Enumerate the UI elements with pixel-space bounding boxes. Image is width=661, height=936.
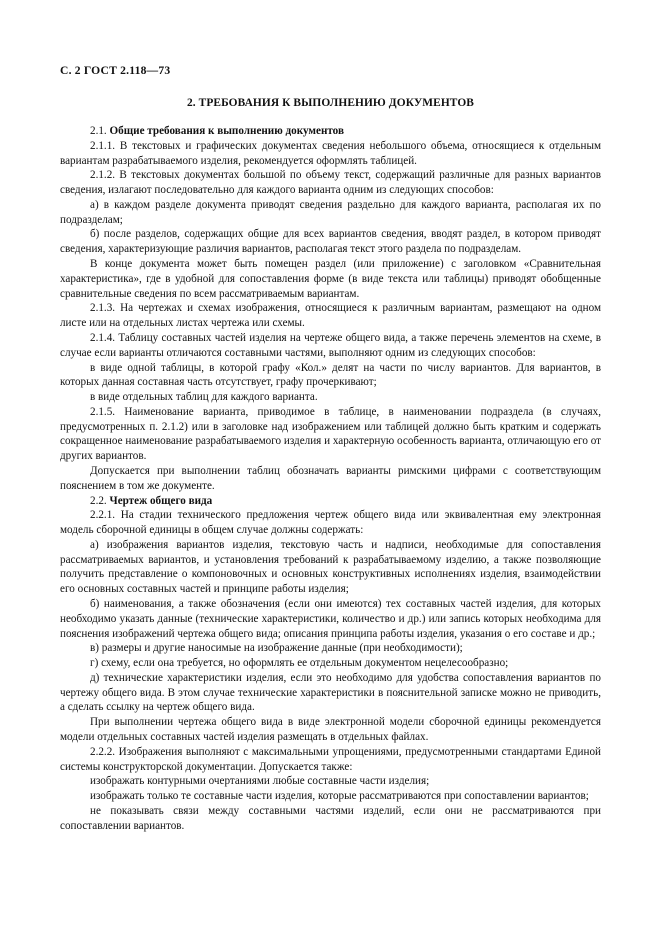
paragraph: а) изображения вариантов изделия, текстовую часть и надписи, необходимые для сопоставления рассматриваемых вариантов, и установления требований к разрабатываемому изделию, а также позволяющие получить представление о компоновочных и основных конструктивных исполнениях изделия, взаимодействии его основных составных частей и принципе работы изделия;: [60, 538, 601, 596]
paragraph: 2.2.1. На стадии технического предложения чертеж общего вида или эквивалентная ему электронная модель сборочной единицы в общем случае должны содержать:: [60, 509, 601, 537]
paragraph: изображать контурными очертаниями любые составные части изделия;: [90, 775, 430, 788]
paragraph: Допускается при выполнении таблиц обозначать варианты римскими цифрами с соответствующим пояснением в том же документе.: [60, 464, 601, 492]
paragraph: г) схему, если она требуется, но оформлять ее отдельным документом нецелесообразно;: [90, 657, 509, 670]
paragraph: 2.1.5. Наименование варианта, приводимое в таблице, в наименовании подраздела (в случаях, предусмотренных п. 2.1.2) или в заголовке над изображением или таблицей должно быть кратким и содержать сокращенное наименование разрабатываемого изделия и характерную особенность варианта, отличающую его от других вариантов.: [60, 405, 601, 463]
paragraph: б) после разделов, содержащих общие для всех вариантов сведения, вводят раздел, в котором приводят сведения, характеризующие различия вариантов, располагая текст этого раздела по подразделам.: [60, 228, 601, 256]
paragraph: б) наименования, а также обозначения (если они имеются) тех составных частей изделия, для которых необходимо указать данные (технические характеристики, количество и др.) или запись которых необходима для пояснения изображений чертежа общего вида; описания принципа работы изделия, указания о его составе и др.;: [60, 598, 601, 640]
paragraph: д) технические характеристики изделия, если это необходимо для удобства сопоставления вариантов по чертежу общего вида. В этом случае технические характеристики в пояснительной записке можно не приводить, а сделать ссылку на чертеж общего вида.: [60, 671, 601, 714]
subsection-heading: 2.2. Чертеж общего вида: [90, 494, 213, 507]
paragraph: 2.1.1. В текстовых и графических документах сведения небольшого объема, относящиеся к отдельным вариантам разрабатываемого изделия, рекомендуется оформлять таблицей.: [60, 139, 601, 167]
page-header: С. 2 ГОСТ 2.118—73: [60, 64, 171, 77]
paragraph: в) размеры и другие наносимые на изображение данные (при необходимости);: [90, 642, 463, 655]
subsection-heading: 2.1. Общие требования к выполнению документов: [90, 125, 344, 137]
paragraph: в виде отдельных таблиц для каждого варианта.: [90, 391, 318, 404]
paragraph: а) в каждом разделе документа приводят сведения раздельно для каждого варианта, располагая их по подразделам;: [60, 198, 601, 226]
paragraph: изображать только те составные части изделия, которые рассматриваются при сопоставлении вариантов;: [90, 790, 589, 803]
paragraph: 2.2.2. Изображения выполняют с максимальными упрощениями, предусмотренными стандартами Единой системы конструкторской документации. Допускается также:: [60, 745, 601, 773]
paragraph: В конце документа может быть помещен раздел (или приложение) с заголовком «Сравнительная характеристика», где в удобной для сопоставления форме (в виде текста или таблицы) приводят обобщенные сравнительные сведения по всем рассматриваемым вариантам.: [60, 258, 601, 300]
paragraph: в виде одной таблицы, в которой графу «Кол.» делят на части по числу вариантов. Для вариантов, в которых данная составная часть отсутствует, графу прочеркивают;: [60, 361, 601, 389]
paragraph: 2.1.2. В текстовых документах большой по объему текст, содержащий различные для разных вариантов сведения, излагают последовательно для каждого варианта одним из следующих способов:: [60, 169, 601, 197]
paragraph: 2.1.3. На чертежах и схемах изображения, относящиеся к различным вариантам, размещают на одном листе или на отдельных листах чертежа или схемы.: [60, 302, 601, 330]
paragraph: не показывать связи между составными частями изделий, если они не рассматриваются при сопоставлении вариантов.: [60, 804, 601, 832]
document-body: [60, 124, 601, 834]
paragraph: 2.1.4. Таблицу составных частей изделия на чертеже общего вида, а также перечень элементов на схеме, в случае если варианты отличаются составными частями, выполняют одним из следующих способов:: [60, 331, 601, 359]
paragraph: При выполнении чертежа общего вида в виде электронной модели сборочной единицы рекомендуется модели отдельных составных частей изделия размещать в отдельных файлах.: [60, 716, 601, 744]
section-title: 2. ТРЕБОВАНИЯ К ВЫПОЛНЕНИЮ ДОКУМЕНТОВ: [186, 97, 475, 109]
